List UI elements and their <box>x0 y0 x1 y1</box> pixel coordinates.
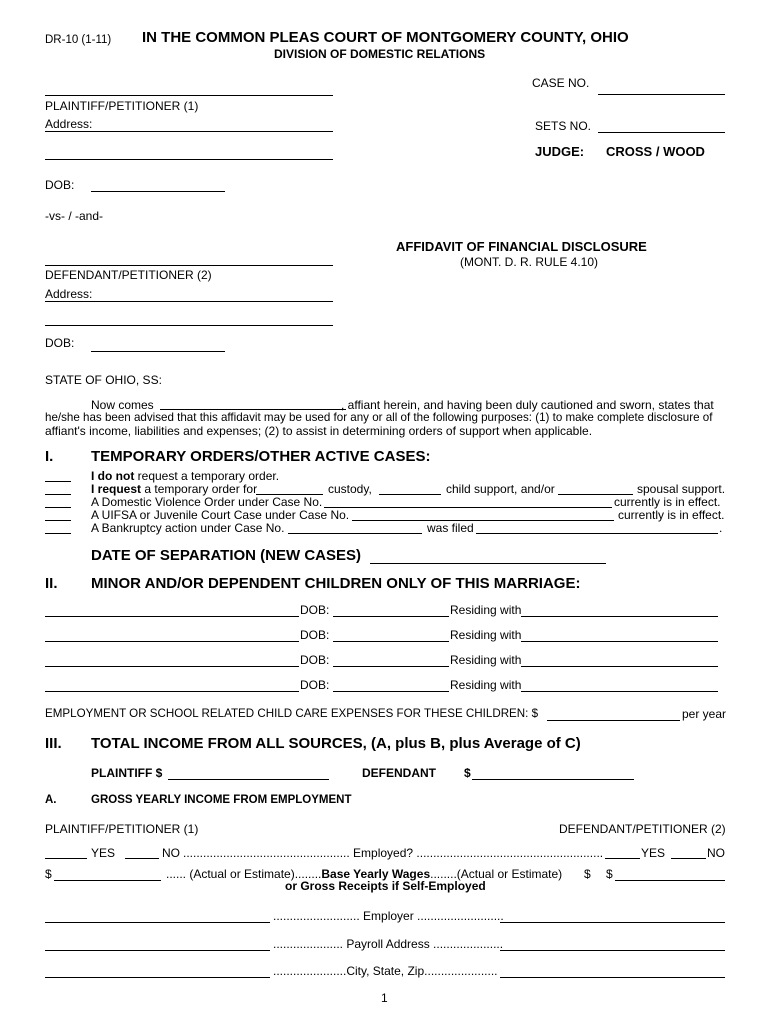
checkbox-no-temp-order[interactable] <box>45 481 71 482</box>
defendant-city-field[interactable] <box>500 977 725 978</box>
plaintiff-address-label: Address: <box>45 117 93 131</box>
child-residing-label: Residing with <box>450 678 522 692</box>
plaintiff-payroll-field[interactable] <box>45 950 270 951</box>
child-dob-label: DOB: <box>300 653 330 667</box>
payroll-address-label: ..................... Payroll Address ..................... <box>273 937 504 951</box>
defendant-total-field[interactable] <box>472 779 634 780</box>
child-residing-label: Residing with <box>450 653 522 667</box>
section-2-number: II. <box>45 575 58 592</box>
defendant-address-label: Address: <box>45 287 93 301</box>
wages-line: ...... (Actual or Estimate)........Base Yearly Wages........(Actual or Estimate) <box>166 867 563 881</box>
bankruptcy-filed-label: was filed <box>427 521 474 535</box>
checkbox-request-temp-order[interactable] <box>45 494 71 495</box>
dv-order-label: A Domestic Violence Order under Case No. <box>91 495 323 509</box>
defendant-total-label: DEFENDANT <box>362 766 436 780</box>
checkbox-uifsa[interactable] <box>45 520 71 521</box>
affiant-name-field[interactable] <box>160 409 346 410</box>
child-name-field[interactable] <box>45 616 299 617</box>
section-1-title: TEMPORARY ORDERS/OTHER ACTIVE CASES: <box>91 448 431 465</box>
checkbox-dv-order[interactable] <box>45 507 71 508</box>
plaintiff-wages-dollar: $ <box>45 867 52 881</box>
dv-case-field[interactable] <box>324 507 612 508</box>
plaintiff-employed-yes-field[interactable] <box>45 858 87 859</box>
uifsa-label: A UIFSA or Juvenile Court Case under Case No. <box>91 508 350 522</box>
judge-value: CROSS / WOOD <box>606 144 705 159</box>
defendant-payroll-field[interactable] <box>500 950 725 951</box>
plaintiff-dob-label: DOB: <box>45 178 75 192</box>
plaintiff-employed-no-field[interactable] <box>125 858 159 859</box>
defendant-name-field[interactable] <box>45 265 333 266</box>
defendant-total-dollar: $ <box>464 766 471 780</box>
intro-rest: , affiant herein, and having been duly cautioned and sworn, states that <box>341 398 714 412</box>
child-name-field[interactable] <box>45 691 299 692</box>
judge-label: JUDGE: <box>535 144 585 159</box>
spousal-support-label: spousal support. <box>637 482 726 496</box>
separation-title: DATE OF SEPARATION (NEW CASES) <box>91 547 361 564</box>
plaintiff-employer-field[interactable] <box>45 922 270 923</box>
uifsa-end: currently is in effect. <box>618 508 725 522</box>
plaintiff-address-field-1[interactable] <box>45 131 333 132</box>
child-name-field[interactable] <box>45 641 299 642</box>
child-residing-label: Residing with <box>450 628 522 642</box>
child-residing-label: Residing with <box>450 603 522 617</box>
defendant-address-field-1[interactable] <box>45 301 333 302</box>
per-year-label: per year <box>682 707 727 721</box>
intro-line-2: he/she has been advised that this affidavit may be used for any or all of the following purposes: (1) to make complete disclosure of <box>45 411 713 424</box>
form-code: DR-10 (1-11) <box>45 34 112 46</box>
defendant-yes-label: YES <box>641 846 666 860</box>
plaintiff-total-label: PLAINTIFF $ <box>91 766 163 780</box>
childcare-amount-field[interactable] <box>547 720 680 721</box>
checkbox-bankruptcy[interactable] <box>45 533 71 534</box>
vs-label: -vs- / -and- <box>45 209 104 223</box>
bankruptcy-end: . <box>719 521 723 535</box>
defendant-no-label: NO <box>707 846 725 860</box>
plaintiff-column-label: PLAINTIFF/PETITIONER (1) <box>45 822 199 836</box>
temp-order-row-1: I do not request a temporary order. <box>91 469 280 483</box>
child-dob-label: DOB: <box>300 628 330 642</box>
childcare-label: EMPLOYMENT OR SCHOOL RELATED CHILD CARE EXPENSES FOR THESE CHILDREN: $ <box>45 707 539 720</box>
defendant-employed-no-field[interactable] <box>671 858 706 859</box>
state-line: STATE OF OHIO, SS: <box>45 373 162 387</box>
intro-line-3: affiant's income, liabilities and expenses; (2) to assist in determining orders of support when applicable. <box>45 424 593 438</box>
page-number: 1 <box>381 991 388 1005</box>
plaintiff-total-field[interactable] <box>168 779 329 780</box>
child-dob-field[interactable] <box>333 691 449 692</box>
section-3-title: TOTAL INCOME FROM ALL SOURCES, (A, plus B, plus Average of C) <box>91 735 581 752</box>
child-dob-field[interactable] <box>333 666 449 667</box>
bankruptcy-case-field[interactable] <box>288 533 422 534</box>
plaintiff-yes-label: YES <box>91 846 116 860</box>
employer-label: .......................... Employer .......................... <box>273 909 504 923</box>
plaintiff-address-field-2[interactable] <box>45 159 333 160</box>
subsection-a-number: A. <box>45 794 57 806</box>
affidavit-rule: (MONT. D. R. RULE 4.10) <box>460 255 599 269</box>
child-residing-field[interactable] <box>521 641 718 642</box>
uifsa-case-field[interactable] <box>352 520 614 521</box>
plaintiff-no-label: NO <box>162 846 180 860</box>
child-dob-field[interactable] <box>333 641 449 642</box>
child-residing-field[interactable] <box>521 666 718 667</box>
separation-date-field[interactable] <box>370 563 606 564</box>
bankruptcy-date-field[interactable] <box>476 533 718 534</box>
child-name-field[interactable] <box>45 666 299 667</box>
plaintiff-label: PLAINTIFF/PETITIONER (1) <box>45 99 199 113</box>
plaintiff-city-field[interactable] <box>45 977 270 978</box>
sets-no-field[interactable] <box>598 132 725 133</box>
city-state-zip-label: ......................City, State, Zip...................... <box>273 964 498 978</box>
sets-no-label: SETS NO. <box>535 119 592 133</box>
plaintiff-wages-field[interactable] <box>54 880 161 881</box>
child-dob-label: DOB: <box>300 678 330 692</box>
child-support-label: child support, and/or <box>446 482 555 496</box>
employed-question: .................................................. Employed? ........................................................ <box>183 846 604 860</box>
affidavit-title: AFFIDAVIT OF FINANCIAL DISCLOSURE <box>396 239 647 254</box>
division-title: DIVISION OF DOMESTIC RELATIONS <box>274 47 486 61</box>
defendant-address-field-2[interactable] <box>45 325 333 326</box>
case-no-field[interactable] <box>598 94 725 95</box>
child-dob-label: DOB: <box>300 603 330 617</box>
defendant-column-label: DEFENDANT/PETITIONER (2) <box>559 822 726 836</box>
now-comes: Now comes <box>91 398 154 412</box>
custody-label: custody, <box>328 482 372 496</box>
defendant-label: DEFENDANT/PETITIONER (2) <box>45 268 212 282</box>
child-support-field[interactable] <box>379 494 441 495</box>
defendant-employed-yes-field[interactable] <box>605 858 640 859</box>
child-residing-field[interactable] <box>521 616 718 617</box>
temp-order-row-2: I request a temporary order for <box>91 482 258 496</box>
bankruptcy-label: A Bankruptcy action under Case No. <box>91 521 285 535</box>
court-title: IN THE COMMON PLEAS COURT OF MONTGOMERY COUNTY, OHIO <box>142 29 629 46</box>
dv-order-end: currently is in effect. <box>614 495 721 509</box>
defendant-dob-label: DOB: <box>45 336 75 350</box>
defendant-employer-field[interactable] <box>500 922 725 923</box>
defendant-wages-dollar-a: $ <box>584 867 591 881</box>
defendant-dob-field[interactable] <box>91 351 225 352</box>
section-3-number: III. <box>45 735 62 752</box>
subsection-a-title: GROSS YEARLY INCOME FROM EMPLOYMENT <box>91 794 352 806</box>
defendant-wages-field[interactable] <box>615 880 725 881</box>
section-1-number: I. <box>45 448 54 465</box>
plaintiff-name-field[interactable] <box>45 95 333 96</box>
plaintiff-dob-field[interactable] <box>91 191 225 192</box>
case-no-label: CASE NO. <box>532 76 590 90</box>
defendant-wages-dollar-b: $ <box>606 867 613 881</box>
section-2-title: MINOR AND/OR DEPENDENT CHILDREN ONLY OF THIS MARRIAGE: <box>91 575 581 592</box>
child-residing-field[interactable] <box>521 691 718 692</box>
child-dob-field[interactable] <box>333 616 449 617</box>
gross-receipts-label: or Gross Receipts if Self-Employed <box>285 879 486 893</box>
